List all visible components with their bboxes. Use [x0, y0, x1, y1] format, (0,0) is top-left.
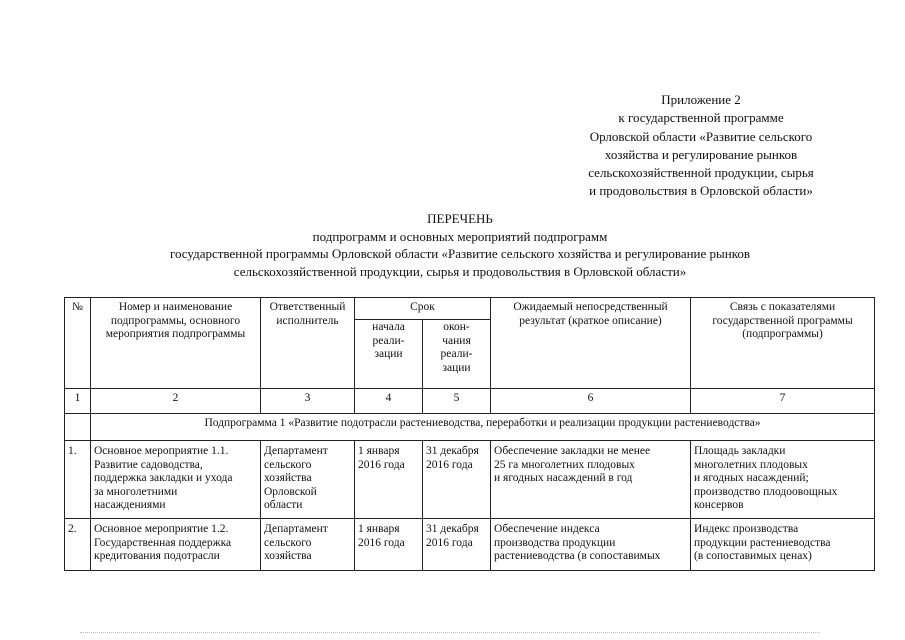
appendix-line: Орловской области «Развитие сельского	[589, 128, 813, 144]
column-number: 3	[261, 389, 355, 414]
row-end: 31 декабря 2016 года	[423, 519, 491, 571]
appendix-line: сельскохозяйственной продукции, сырья	[588, 165, 814, 181]
row-number: 2.	[65, 519, 91, 571]
header-result: Ожидаемый непосредственный результат (краткое описание)	[491, 298, 691, 389]
row-link: Индекс производства продукции растениеводства (в сопоставимых ценах)	[691, 519, 875, 571]
column-number: 6	[491, 389, 691, 414]
header-row	[65, 298, 875, 320]
row-start: 1 января 2016 года	[355, 441, 423, 519]
column-number: 1	[65, 389, 91, 414]
header-term: Срок	[355, 298, 491, 320]
table-row	[65, 441, 875, 519]
title-line: подпрограмм и основных мероприятий подпрограмм	[312, 228, 608, 244]
title-heading: ПЕРЕЧЕНЬ	[427, 211, 493, 226]
row-number: 1.	[65, 441, 91, 519]
appendix-block	[540, 91, 862, 201]
row-result: Обеспечение индекса производства продукции растениеводства (в сопоставимых	[491, 519, 691, 571]
row-end: 31 декабря 2016 года	[423, 441, 491, 519]
subprogram-title: Подпрограмма 1 «Развитие подотрасли растениеводства, переработки и реализации продукции растениеводства»	[91, 414, 875, 441]
header-start: начала реали- зации	[355, 320, 423, 389]
column-number-row	[65, 389, 875, 414]
column-number: 2	[91, 389, 261, 414]
table-row	[65, 519, 875, 571]
appendix-line: Приложение 2	[661, 92, 741, 107]
row-executor: Департамент сельского хозяйства Орловской области	[261, 441, 355, 519]
row-name: Основное мероприятие 1.1. Развитие садоводства, поддержка закладки и ухода за многолетними насаждениями	[91, 441, 261, 519]
row-start: 1 января 2016 года	[355, 519, 423, 571]
header-executor: Ответственный исполнитель	[261, 298, 355, 389]
header-end: окон- чания реали- зации	[423, 320, 491, 389]
header-name: Номер и наименование подпрограммы, основного мероприятия подпрограммы	[91, 298, 261, 389]
row-name: Основное мероприятие 1.2. Государственная поддержка кредитования подотрасли	[91, 519, 261, 571]
appendix-line: к государственной программе	[618, 110, 784, 126]
row-result: Обеспечение закладки не менее 25 га многолетних плодовых и ягодных насаждений в год	[491, 441, 691, 519]
document-title	[60, 210, 860, 280]
title-line: государственной программы Орловской области «Развитие сельского хозяйства и регулирование рынков	[169, 246, 751, 261]
row-link: Площадь закладки многолетних плодовых и ягодных насаждений; производство плодоовощных консервов	[691, 441, 875, 519]
subprogram-blank	[65, 414, 91, 441]
appendix-line: хозяйства и регулирование рынков	[604, 146, 798, 162]
subprogram-table	[64, 297, 875, 571]
column-number: 5	[423, 389, 491, 414]
column-number: 4	[355, 389, 423, 414]
header-no: №	[65, 298, 91, 389]
appendix-line: и продовольствия в Орловской области»	[589, 183, 813, 199]
scan-artifact	[80, 632, 820, 634]
title-line: сельскохозяйственной продукции, сырья и продовольствия в Орловской области»	[233, 263, 687, 279]
row-executor: Департамент сельского хозяйства	[261, 519, 355, 571]
header-link: Связь с показателями государственной программы (подпрограммы)	[691, 298, 875, 389]
column-number: 7	[691, 389, 875, 414]
subprogram-row	[65, 414, 875, 441]
